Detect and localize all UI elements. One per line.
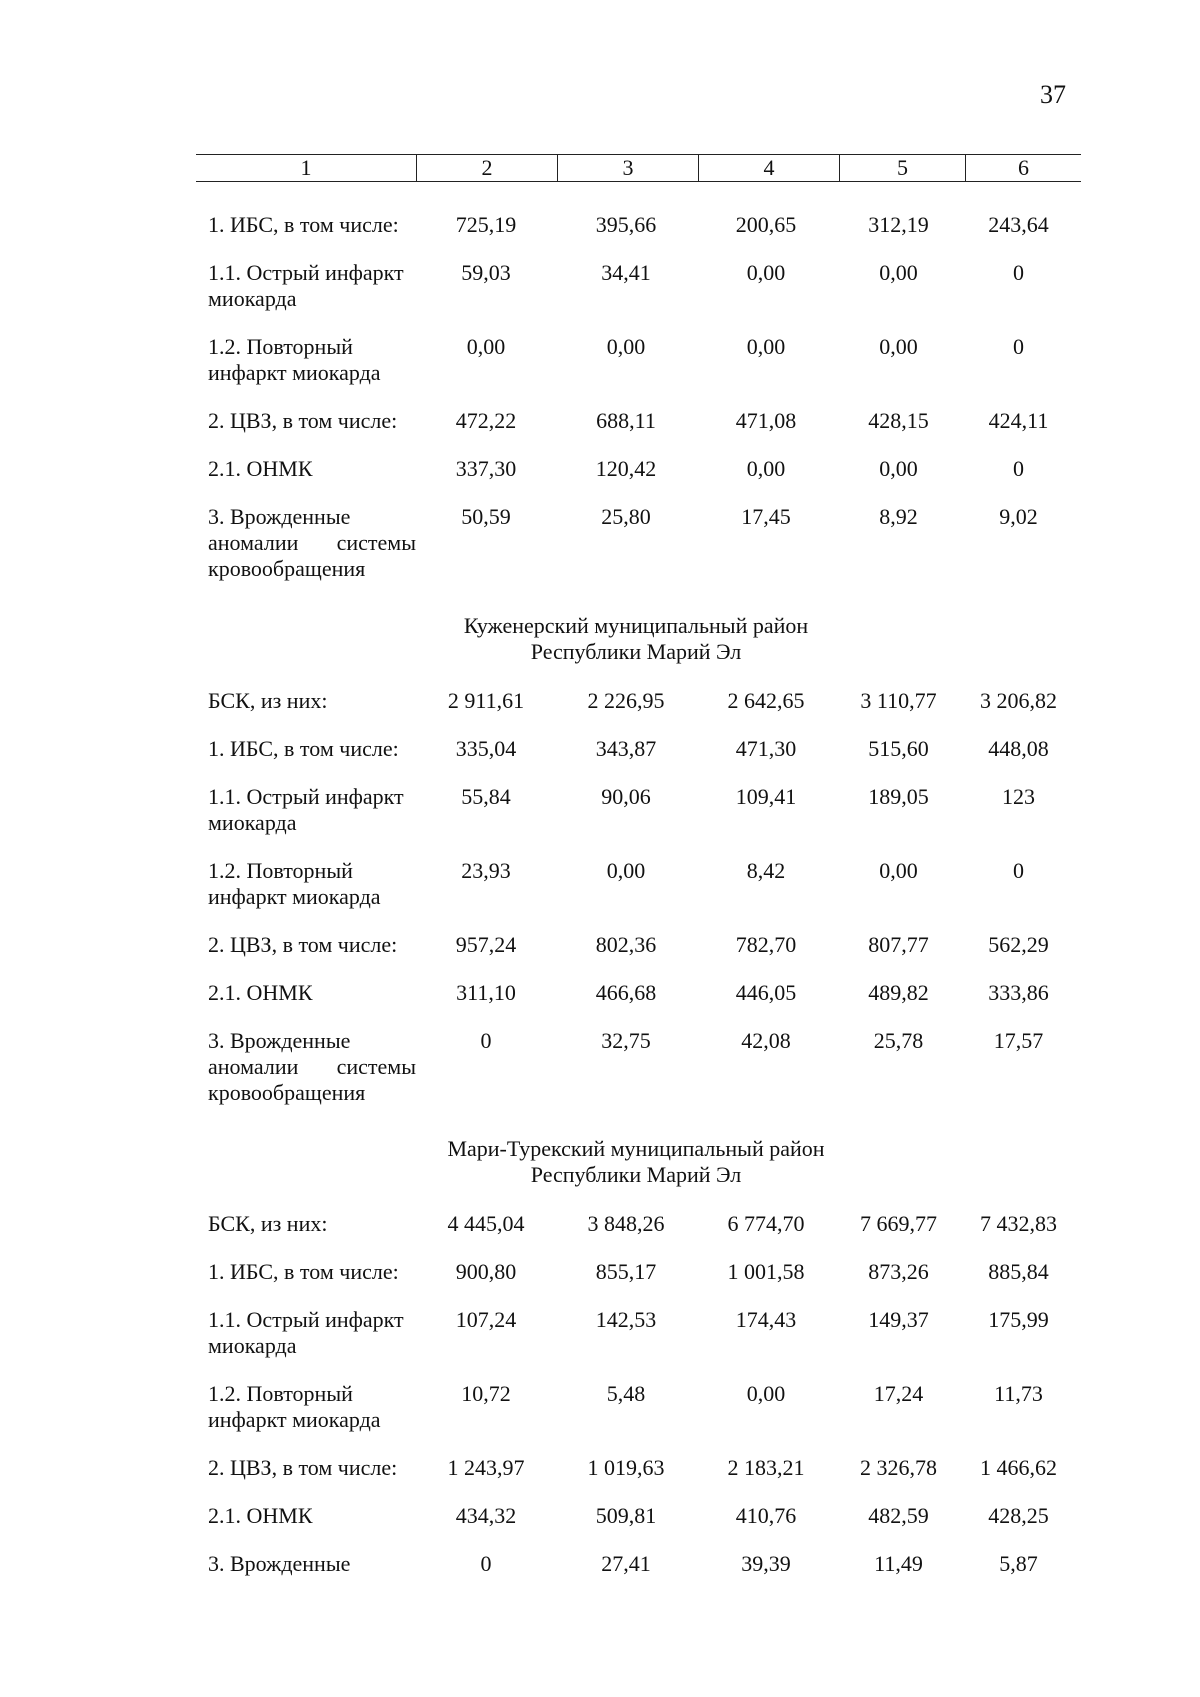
cell-value: 149,37: [868, 1307, 929, 1332]
cell-value: 688,11: [596, 408, 656, 433]
cell-value: 27,41: [601, 1551, 651, 1576]
cell-value: 337,30: [455, 456, 517, 481]
cell-value: 335,04: [455, 736, 517, 761]
cell-value: 17,45: [741, 504, 791, 529]
region-title-line: Куженерский муниципальный район: [463, 613, 809, 638]
table-block-kuzhener: [196, 688, 1076, 1128]
cell-value: 25,80: [601, 504, 651, 529]
region-title-line: Мари-Турекский муниципальный район: [447, 1136, 825, 1161]
table-block-mari-turek: [196, 1211, 1076, 1599]
row-label: [196, 408, 416, 456]
cell-value: 42,08: [741, 1028, 791, 1053]
row-label: [196, 858, 416, 932]
table-row: [196, 456, 1076, 504]
column-header-4: 4: [699, 155, 840, 182]
cell-value: 109,41: [735, 784, 797, 809]
row-label-line: 1.1. Острый инфаркт: [208, 260, 404, 285]
row-label-line: 3. Врожденные: [208, 1551, 351, 1576]
cell-value: 957,24: [455, 932, 517, 957]
cell-value: 1 466,62: [980, 1455, 1057, 1480]
table-block-continued: [196, 212, 1076, 604]
cell-value: 428,25: [988, 1503, 1049, 1528]
cell-value: 446,05: [735, 980, 797, 1005]
row-label: [196, 334, 416, 408]
row-label: [196, 688, 416, 736]
row-label-line: миокарда: [208, 1333, 297, 1358]
cell-value: 142,53: [595, 1307, 657, 1332]
row-label-line: аномалии системы: [208, 530, 416, 555]
row-label: [196, 980, 416, 1028]
region-title-line: Республики Марий Эл: [530, 1162, 742, 1187]
cell-value: 395,66: [595, 212, 657, 237]
cell-value: 2 183,21: [727, 1455, 805, 1480]
table-row: [196, 858, 1076, 932]
row-label: [196, 1259, 416, 1307]
cell-value: 0,00: [466, 334, 506, 359]
cell-value: 471,08: [735, 408, 797, 433]
cell-value: 4 445,04: [447, 1211, 525, 1236]
column-header-row: [196, 154, 1081, 182]
cell-value: 0,00: [746, 334, 786, 359]
row-label-line: 2. ЦВЗ, в том числе:: [208, 932, 398, 957]
cell-value: 900,80: [455, 1259, 517, 1284]
cell-value: 311,10: [456, 980, 516, 1005]
cell-value: 333,86: [988, 980, 1049, 1005]
row-label-line: 2.1. ОНМК: [208, 1503, 313, 1528]
cell-value: 200,65: [735, 212, 797, 237]
cell-value: 174,43: [735, 1307, 797, 1332]
cell-value: 0,00: [879, 858, 918, 883]
page-number: 37: [1040, 80, 1066, 109]
cell-value: 123: [1002, 784, 1035, 809]
row-label-line: 1.2. Повторный: [208, 334, 353, 359]
column-header-2: 2: [417, 155, 558, 182]
cell-value: 1 019,63: [587, 1455, 665, 1480]
cell-value: 17,24: [873, 1381, 924, 1406]
row-label: [196, 1028, 416, 1128]
cell-value: 0: [1013, 858, 1024, 883]
cell-value: 5,87: [999, 1551, 1038, 1576]
row-label: [196, 504, 416, 604]
cell-value: 0,00: [746, 456, 786, 481]
cell-value: 59,03: [461, 260, 511, 285]
table-row: [196, 688, 1076, 736]
cell-value: 189,05: [868, 784, 929, 809]
row-label-line: 1.2. Повторный: [208, 858, 353, 883]
cell-value: 0: [480, 1551, 492, 1576]
cell-value: 120,42: [595, 456, 657, 481]
cell-value: 90,06: [601, 784, 651, 809]
row-label-line: 2.1. ОНМК: [208, 456, 313, 481]
table-row: [196, 212, 1076, 260]
table-row: [196, 408, 1076, 456]
cell-value: 3 206,82: [980, 688, 1057, 713]
cell-value: 482,59: [868, 1503, 929, 1528]
cell-value: 1 001,58: [727, 1259, 805, 1284]
column-header-5: 5: [840, 155, 966, 182]
row-label-line: 2. ЦВЗ, в том числе:: [208, 1455, 398, 1480]
table-row: [196, 784, 1076, 858]
table-row: [196, 1455, 1076, 1503]
cell-value: 424,11: [988, 408, 1049, 433]
cell-value: 434,32: [455, 1503, 517, 1528]
row-label-line: 1.1. Острый инфаркт: [208, 1307, 404, 1332]
row-label-line: аномалии системы: [208, 1054, 416, 1079]
cell-value: 802,36: [595, 932, 657, 957]
cell-value: 471,30: [735, 736, 797, 761]
row-label: [196, 1381, 416, 1455]
cell-value: 8,92: [879, 504, 918, 529]
cell-value: 562,29: [988, 932, 1049, 957]
cell-value: 3 110,77: [860, 688, 937, 713]
cell-value: 509,81: [595, 1503, 657, 1528]
table-row: [196, 1028, 1076, 1128]
table-row: [196, 1503, 1076, 1551]
region-title-line: Республики Марий Эл: [530, 639, 742, 664]
cell-value: 107,24: [455, 1307, 517, 1332]
cell-value: 410,76: [735, 1503, 797, 1528]
table-row: [196, 736, 1076, 784]
cell-value: 0,00: [746, 260, 786, 285]
cell-value: 55,84: [461, 784, 511, 809]
row-label-line: кровообращения: [208, 556, 366, 581]
row-label-line: 1.2. Повторный: [208, 1381, 353, 1406]
cell-value: 472,22: [455, 408, 517, 433]
row-label-line: инфаркт миокарда: [208, 884, 381, 909]
cell-value: 725,19: [455, 212, 517, 237]
column-header-3: 3: [558, 155, 699, 182]
cell-value: 885,84: [988, 1259, 1049, 1284]
row-label-line: 3. Врожденные: [208, 1028, 351, 1053]
cell-value: 807,77: [868, 932, 929, 957]
row-label: [196, 784, 416, 858]
cell-value: 515,60: [868, 736, 929, 761]
cell-value: 32,75: [601, 1028, 651, 1053]
cell-value: 0,00: [879, 260, 918, 285]
cell-value: 17,57: [993, 1028, 1044, 1053]
cell-value: 428,15: [868, 408, 929, 433]
region-title-kuzhener: [196, 613, 1076, 665]
table-row: [196, 1211, 1076, 1259]
table-row: [196, 1259, 1076, 1307]
row-label-line: 1.1. Острый инфаркт: [208, 784, 404, 809]
table-row: [196, 260, 1076, 334]
cell-value: 0,00: [606, 334, 646, 359]
cell-value: 0,00: [879, 334, 918, 359]
cell-value: 0: [480, 1028, 492, 1053]
cell-value: 2 911,61: [447, 688, 525, 713]
row-label: [196, 1551, 416, 1599]
cell-value: 25,78: [873, 1028, 924, 1053]
row-label-line: миокарда: [208, 286, 297, 311]
cell-value: 9,02: [999, 504, 1038, 529]
table-row: [196, 1551, 1076, 1599]
row-label: [196, 260, 416, 334]
cell-value: 6 774,70: [727, 1211, 805, 1236]
row-label-line: инфаркт миокарда: [208, 360, 381, 385]
cell-value: 782,70: [735, 932, 797, 957]
cell-value: 873,26: [868, 1259, 929, 1284]
cell-value: 7 669,77: [860, 1211, 937, 1236]
row-label: [196, 1503, 416, 1551]
row-label: [196, 1455, 416, 1503]
cell-value: 175,99: [988, 1307, 1049, 1332]
cell-value: 489,82: [868, 980, 929, 1005]
row-label: [196, 1307, 416, 1381]
column-header-6: 6: [966, 155, 1082, 182]
table-row: [196, 1307, 1076, 1381]
cell-value: 312,19: [868, 212, 929, 237]
row-label: [196, 736, 416, 784]
cell-value: 8,42: [746, 858, 786, 883]
cell-value: 0: [1013, 260, 1024, 285]
cell-value: 7 432,83: [980, 1211, 1057, 1236]
row-label-line: 1. ИБС, в том числе:: [208, 1259, 399, 1284]
cell-value: 0,00: [879, 456, 918, 481]
cell-value: 855,17: [595, 1259, 657, 1284]
cell-value: 343,87: [595, 736, 657, 761]
cell-value: 448,08: [988, 736, 1049, 761]
row-label-line: 3. Врожденные: [208, 504, 351, 529]
row-label-line: 2. ЦВЗ, в том числе:: [208, 408, 398, 433]
row-label: [196, 1211, 416, 1259]
cell-value: 0: [1013, 456, 1024, 481]
table-row: [196, 980, 1076, 1028]
table-row: [196, 504, 1076, 604]
cell-value: 1 243,97: [447, 1455, 525, 1480]
cell-value: 50,59: [461, 504, 511, 529]
table-row: [196, 1381, 1076, 1455]
row-label-line: 2.1. ОНМК: [208, 980, 313, 1005]
cell-value: 23,93: [461, 858, 511, 883]
row-label: [196, 932, 416, 980]
row-label-line: инфаркт миокарда: [208, 1407, 381, 1432]
cell-value: 2 642,65: [727, 688, 805, 713]
row-label-line: БСК, из них:: [208, 1211, 328, 1236]
cell-value: 2 226,95: [587, 688, 665, 713]
cell-value: 39,39: [741, 1551, 791, 1576]
row-label-line: миокарда: [208, 810, 297, 835]
cell-value: 0,00: [746, 1381, 786, 1406]
cell-value: 10,72: [461, 1381, 511, 1406]
table-row: [196, 334, 1076, 408]
cell-value: 11,49: [874, 1551, 923, 1576]
row-label: [196, 456, 416, 504]
column-header-1: 1: [196, 155, 417, 182]
cell-value: 466,68: [595, 980, 657, 1005]
cell-value: 11,73: [994, 1381, 1043, 1406]
cell-value: 0: [1013, 334, 1024, 359]
cell-value: 0,00: [606, 858, 646, 883]
row-label-line: 1. ИБС, в том числе:: [208, 212, 399, 237]
cell-value: 3 848,26: [587, 1211, 665, 1236]
cell-value: 243,64: [988, 212, 1049, 237]
row-label-line: кровообращения: [208, 1080, 366, 1105]
cell-value: 34,41: [601, 260, 651, 285]
cell-value: 2 326,78: [860, 1455, 937, 1480]
table-row: [196, 932, 1076, 980]
row-label-line: БСК, из них:: [208, 688, 328, 713]
cell-value: 5,48: [606, 1381, 646, 1406]
region-title-mari-turek: [196, 1136, 1076, 1188]
row-label-line: 1. ИБС, в том числе:: [208, 736, 399, 761]
row-label: [196, 212, 416, 260]
